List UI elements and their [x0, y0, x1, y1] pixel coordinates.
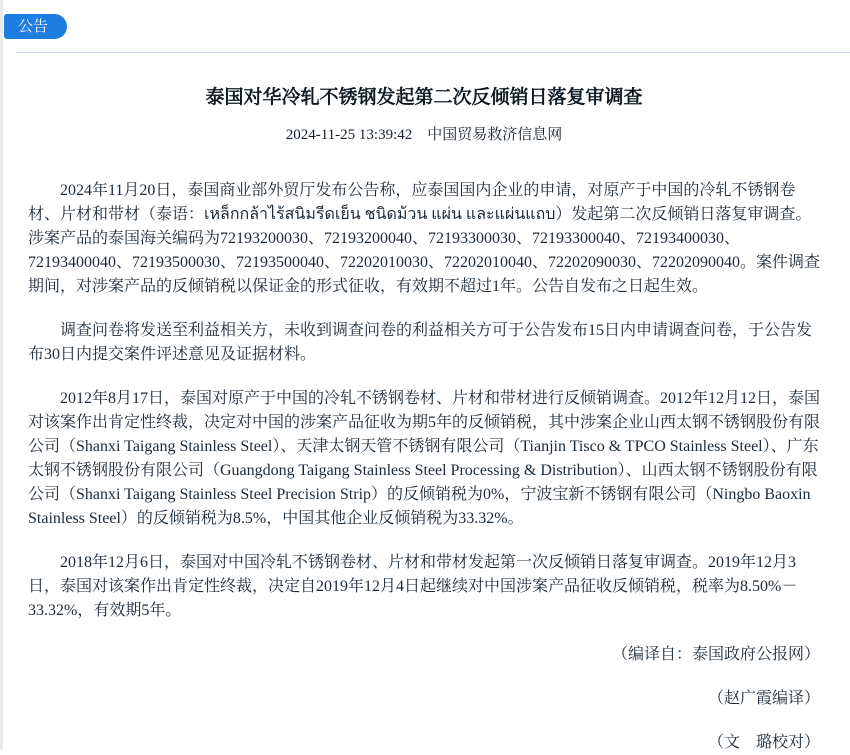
article-meta: [28, 124, 820, 146]
article-title: 泰国对华冷轧不锈钢发起第二次反倾销日落复审调查: [205, 87, 643, 108]
article-body: [0, 52, 850, 755]
signoff-translation-source: （编译自：泰国政府公报网）: [611, 646, 820, 663]
paragraph-initiation-2024: 2024年11月20日，泰国商业部外贸厅发布公告称，应泰国国内企业的申请，对原产于中国的冷轧不锈钢卷材、片材和带材（泰语：เหล็กกล้าไร้สนิมรีดเย็น ชนิดม้วน แผ่น และแผ่นแถบ）发起第二次反倾销日落复审调查。涉案产品的泰国海关编码为72193200030、72193200040、72193300030、72193300040、72193400030、72193400040、72193500030、72193500040、72202010030、72202010040、72202090030、72202090040。案件调查期间，对涉案产品的反倾销税以保证金的形式征收，有效期不超过1年。公告自发布之日起生效。: [28, 182, 821, 295]
publish-datetime: 2024-11-25 13:39:42: [285, 127, 413, 143]
signoff-translator: （赵广霞编译）: [707, 690, 820, 707]
signoff-proofreader: （文 璐校对）: [707, 734, 820, 751]
source-site-name: 中国贸易救济信息网: [427, 127, 563, 143]
paragraph-history-2012: 2012年8月17日，泰国对原产于中国的冷轧不锈钢卷材、片材和带材进行反倾销调查。2012年12月12日，泰国对该案作出肯定性终裁，决定对中国的涉案产品征收为期5年的反倾销税，其中涉案企业山西太钢不锈钢股份有限公司（Shanxi Taigang Stainless Steel）、天津太钢天管不锈钢有限公司（Tianjin Tisco & TPCO Stainless Steel）、广东太钢不锈钢股份有限公司（Guangdong Taigang Stainless Steel Processing & Distribution）、山西太钢不锈钢股份有限公司（Shanxi Taigang Stainless Steel Precision Strip）的反倾销税为0%，宁波宝新不锈钢有限公司（Ningbo Baoxin Stainless Steel）的反倾销税为8.5%，中国其他企业反倾销税为33.32%。: [28, 390, 821, 527]
paragraph-questionnaire: 调查问卷将发送至利益相关方，未收到调查问卷的利益相关方可于公告发布15日内申请调查问卷，于公告发布30日内提交案件评述意见及证据材料。: [28, 322, 813, 363]
paragraph-history-2018: 2018年12月6日，泰国对中国冷轧不锈钢卷材、片材和带材发起第一次反倾销日落复审调查。2019年12月3日，泰国对该案作出肯定性终裁，决定自2019年12月4日起继续对中国涉案产品征收反倾销税，税率为8.50%－33.32%，有效期5年。: [28, 554, 798, 619]
announcement-tab[interactable]: 公告: [4, 14, 67, 39]
